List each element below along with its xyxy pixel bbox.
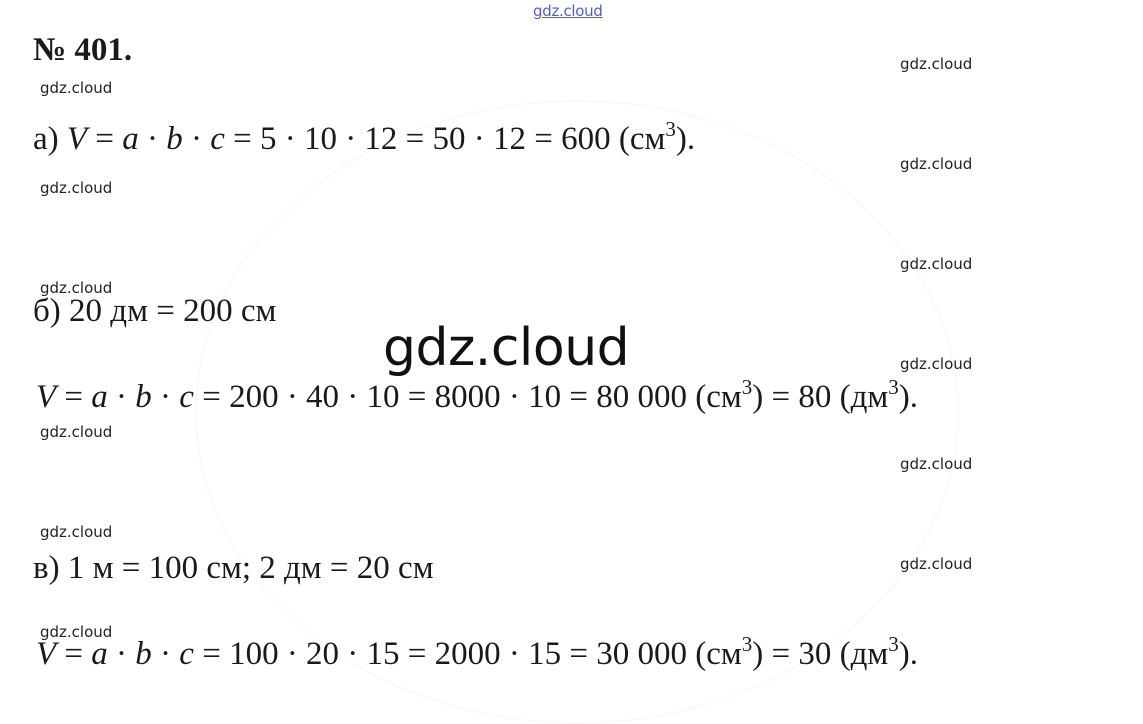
cube-exponent: 3	[888, 375, 899, 399]
var-a: a	[91, 379, 108, 415]
part-b-conversion-result: ) = 80 (дм	[752, 379, 889, 415]
volume-symbol: V	[66, 121, 88, 157]
conversion-line-b: б) 20 дм = 200 см	[33, 293, 277, 329]
var-a: a	[91, 636, 108, 672]
var-b: b	[135, 636, 152, 672]
watermark-text: gdz.cloud	[900, 355, 973, 373]
watermark-text: gdz.cloud	[40, 179, 113, 197]
var-c: c	[179, 379, 194, 415]
part-c-conversion-result: ) = 30 (дм	[752, 636, 889, 672]
watermark-big-text: gdz.cloud	[383, 318, 630, 378]
var-c: c	[210, 121, 225, 157]
solution-line-c: V = a · b · c = 100 · 20 · 15 = 2000 · 15 = 30 000 $(см^3) = 30$ $(дм^3)$.	[36, 632, 919, 672]
watermark-text: gdz.cloud	[900, 555, 973, 573]
part-a-label: а)	[33, 121, 59, 157]
watermark-text: gdz.cloud	[900, 255, 973, 273]
volume-symbol: V	[36, 379, 57, 415]
var-b: b	[135, 379, 152, 415]
closing-punct: ).	[898, 636, 919, 672]
closing-punct: ).	[898, 379, 919, 415]
closing-punct: ).	[675, 121, 696, 157]
watermark-text: gdz.cloud	[900, 55, 973, 73]
watermark-text: gdz.cloud	[900, 455, 973, 473]
part-a-calculation: = 5 · 10 · 12 = 50 · 12 = 600 (см	[224, 121, 666, 157]
site-mark-link[interactable]: gdz.cloud	[533, 2, 603, 20]
conversion-line-c: в) 1 м = 100 см; 2 дм = 20 см	[33, 550, 434, 586]
volume-symbol: V	[36, 636, 57, 672]
solution-line-a: а) V = a · b · c = 5 · 10 · 12 = 50 · 12 = 600 $(см^3)$.	[33, 117, 696, 157]
var-b: b	[166, 121, 183, 157]
var-a: a	[122, 121, 139, 157]
cube-exponent: 3	[741, 632, 753, 656]
part-b-calculation: = 200 · 40 · 10 = 8000 · 10 = 80 000 (см	[193, 379, 742, 415]
cube-exponent: 3	[665, 117, 676, 141]
watermark-text: gdz.cloud	[40, 423, 113, 441]
var-c: c	[179, 636, 194, 672]
cube-exponent: 3	[741, 375, 753, 399]
cube-exponent: 3	[888, 632, 899, 656]
watermark-text: gdz.cloud	[40, 523, 113, 541]
watermark-text: gdz.cloud	[40, 623, 113, 641]
part-c-calculation: = 100 · 20 · 15 = 2000 · 15 = 30 000 (см	[193, 636, 742, 672]
watermark-text: gdz.cloud	[900, 155, 973, 173]
watermark-text: gdz.cloud	[40, 79, 113, 97]
watermark-text: gdz.cloud	[40, 279, 113, 297]
problem-number: № 401.	[33, 32, 133, 68]
solution-line-b: V = a · b · c = 200 · 40 · 10 = 8000 · 10 = 80 000 $(см^3) = 80$ $(дм^3)$.	[36, 375, 919, 415]
